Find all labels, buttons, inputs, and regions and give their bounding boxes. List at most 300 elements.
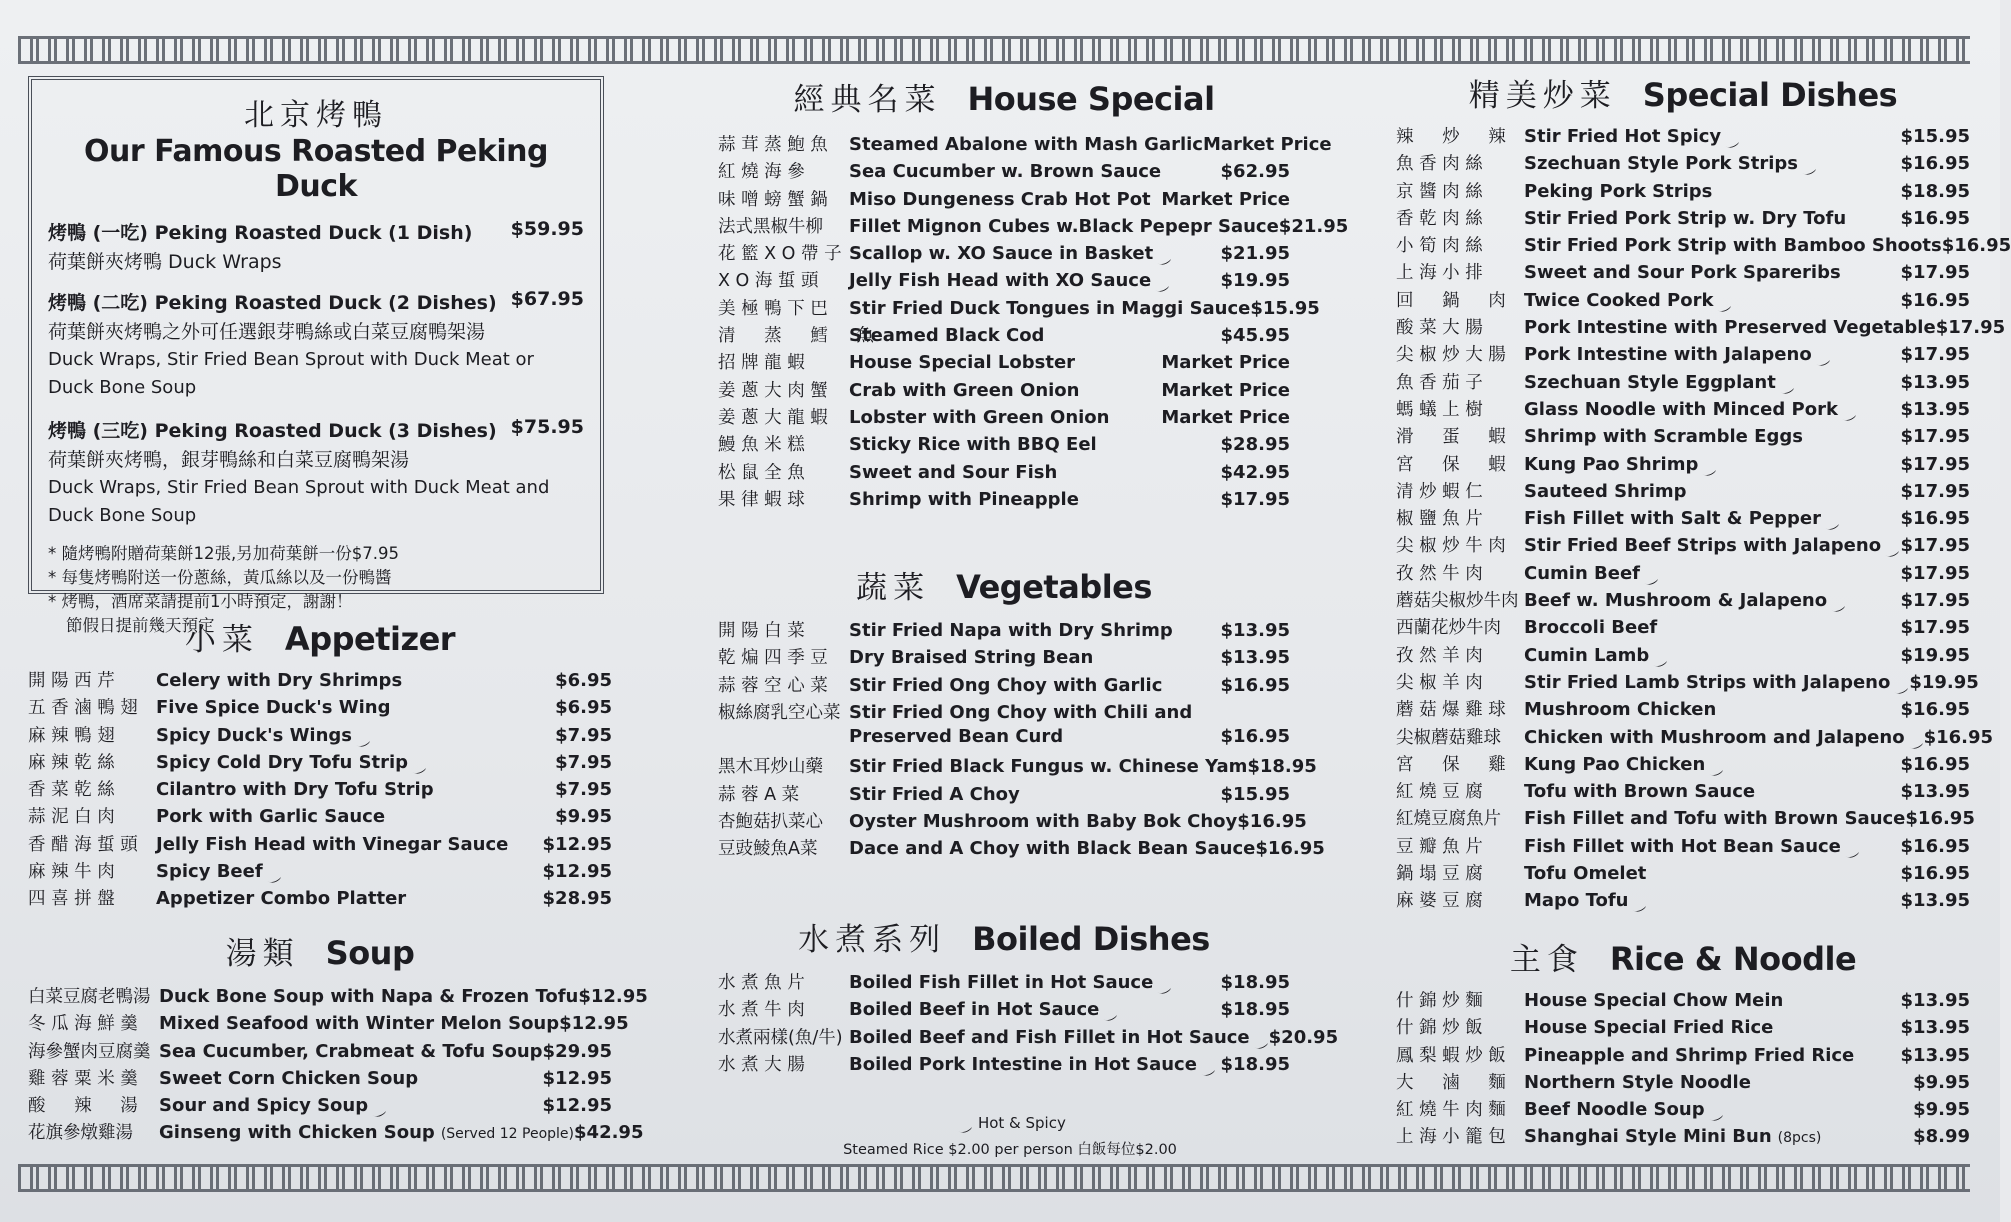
menu-item-en-text: Pineapple and Shrimp Fried Rice: [1524, 1044, 1855, 1066]
menu-item-en-text: Tofu with Brown Sauce: [1524, 781, 1756, 803]
menu-item-en-text: Dace and A Choy with Black Bean Sauce: [849, 838, 1256, 860]
menu-item-en-text: Five Spice Duck's Wing: [156, 697, 391, 719]
vegetables-section: [718, 562, 1325, 863]
house-special-section: [718, 74, 1349, 513]
menu-item-cn: 開 陽 白 菜: [718, 621, 805, 641]
menu-item-en-text: Sweet and Sour Fish: [849, 461, 1058, 483]
menu-item-en-text: Sticky Rice with BBQ Eel: [849, 434, 1097, 456]
rice-note: Steamed Rice $2.00 per person 白飯每位$2.00: [843, 1142, 1177, 1158]
chili-pepper-icon: [1815, 351, 1831, 359]
menu-item-en: [1518, 1099, 1913, 1120]
menu-item-cn: 大 滷 麵: [1396, 1072, 1506, 1093]
menu-item-en: [843, 1027, 1269, 1048]
menu-item: [28, 1065, 612, 1092]
menu-item-en-text: Duck Bone Soup with Napa & Frozen Tofu: [159, 986, 579, 1007]
menu-item-en: [843, 999, 1221, 1020]
menu-item-price: $29.95: [542, 1040, 613, 1062]
menu-item-en-text: Pork Intestine with Preserved Vegetable: [1524, 317, 1936, 339]
menu-item-en: [843, 161, 1221, 182]
menu-item-cn: 姜 蔥 大 龍 蝦: [718, 407, 828, 428]
menu-item-en-text: Cumin Lamb: [1524, 644, 1650, 666]
menu-item: [1396, 669, 1979, 696]
special-dishes-heading: [1396, 70, 1970, 115]
menu-item-cn: 尖 椒 羊 肉: [1396, 672, 1483, 693]
menu-item-en: [150, 861, 543, 882]
menu-item-en: [153, 1041, 543, 1062]
menu-item-price: $16.95: [1941, 235, 2011, 257]
menu-item: [718, 1024, 1339, 1051]
menu-item-price: $17.95: [1900, 453, 1970, 475]
menu-item-price: $16.95: [1905, 808, 1975, 830]
menu-item-cn: 蒜 蓉 A 菜: [718, 784, 800, 805]
menu-item-cn: 孜 然 牛 肉: [1396, 563, 1483, 584]
menu-item-en: [150, 752, 555, 773]
menu-item-cn: 水 煮 魚 片: [718, 973, 805, 993]
menu-item-en-text: Boiled Fish Fillet in Hot Sauce: [849, 972, 1154, 993]
menu-item-en-text: Stir Fried A Choy: [849, 783, 1020, 805]
chili-pepper-icon: [1200, 1061, 1216, 1069]
menu-item-cn: 回 鍋 肉: [1396, 290, 1506, 311]
menu-item: [28, 885, 612, 912]
chili-pepper-icon: [1708, 761, 1724, 769]
menu-item-en: [843, 134, 1203, 155]
chili-pepper-icon: [1844, 843, 1860, 851]
menu-item: [1396, 887, 1970, 914]
duck-note: * 烤鴨，酒席菜請提前1小時預定，謝謝！: [48, 592, 353, 611]
menu-item-price: $16.95: [1900, 508, 1970, 530]
menu-item-en-text: Mapo Tofu: [1524, 890, 1629, 912]
menu-item-en-text: Stir Fried Hot Spicy: [1524, 126, 1722, 147]
menu-item-en: [150, 779, 555, 800]
menu-item-price: $28.95: [1220, 434, 1290, 456]
menu-item: [1396, 642, 1970, 669]
chili-pepper-icon: [1824, 515, 1840, 523]
menu-item: [1396, 314, 2006, 341]
menu-item-price: $16.95: [1900, 863, 1970, 885]
menu-item: [1396, 614, 1970, 641]
menu-item: [1396, 423, 1970, 450]
menu-item-en: [1518, 535, 1901, 556]
chili-pepper-icon: [266, 868, 282, 876]
chili-pepper-icon: [957, 1120, 973, 1128]
menu-item: [1396, 232, 2011, 259]
rice-noodle-section: [1396, 934, 1970, 1151]
menu-item-en: [150, 697, 555, 718]
menu-item-price: $7.95: [555, 751, 612, 773]
menu-item-en-text: Boiled Pork Intestine in Hot Sauce: [849, 1053, 1197, 1075]
menu-item-price: $45.95: [1220, 325, 1290, 347]
menu-item-price: $16.95: [1220, 674, 1290, 696]
menu-item-cn: 上 海 小 排: [1396, 263, 1483, 284]
menu-item: [718, 186, 1290, 213]
menu-item-en: [1518, 181, 1901, 202]
menu-item: [28, 1119, 644, 1146]
menu-item: [1396, 532, 1970, 559]
menu-item-price: $13.95: [1220, 620, 1290, 641]
menu-item-en: [1518, 344, 1901, 365]
menu-item-en: [843, 838, 1255, 859]
menu-item: [28, 1038, 612, 1065]
duck-note: * 隨烤鴨附贈荷葉餅12張,另加荷葉餅一份$7.95: [48, 544, 399, 563]
menu-item-cn: 鰻 魚 米 糕: [718, 435, 805, 456]
menu-item-en: [843, 811, 1237, 832]
duck-option-price: $75.95: [510, 416, 584, 438]
menu-item-price: Market Price: [1161, 379, 1290, 401]
menu-item-en: [1518, 508, 1901, 529]
menu-item: [1396, 833, 1970, 860]
menu-item-en-text: Spicy Beef: [156, 861, 263, 883]
menu-item: [1396, 778, 1970, 805]
menu-item-cn: 香 乾 肉 絲: [1396, 208, 1483, 229]
menu-item-en-text: Stir Fried Ong Choy with Chili and: [849, 701, 1193, 723]
menu-item-en-text: Broccoli Beef: [1524, 617, 1658, 639]
chili-pepper-icon: [1156, 979, 1172, 987]
menu-item-cn: 蒜 蓉 空 心 菜: [718, 675, 828, 696]
menu-item-en: [1518, 836, 1901, 857]
menu-item-cn: 孜 然 羊 肉: [1396, 645, 1483, 666]
menu-item-en-text: Sauteed Shrimp: [1524, 480, 1687, 502]
chili-pepper-icon: [1631, 897, 1647, 905]
menu-item-cn: 麻 辣 鴨 翅: [28, 725, 115, 746]
menu-item-en: [150, 834, 543, 855]
menu-item-price: $16.95: [1900, 835, 1970, 857]
menu-item-en: [1518, 454, 1901, 475]
menu-item-en: [843, 325, 1221, 346]
menu-item-en: [150, 888, 543, 909]
duck-option-title: 烤鴨 (一吃) Peking Roasted Duck (1 Dish): [48, 222, 473, 244]
menu-item-en-text: Beef w. Mushroom & Jalapeno: [1524, 590, 1828, 612]
menu-item-cn: 麻 辣 乾 絲: [28, 752, 115, 773]
chili-pepper-icon: [1652, 652, 1668, 660]
menu-item-cn: 麻 辣 牛 肉: [28, 862, 115, 883]
menu-item: [718, 486, 1290, 513]
menu-item-en-text: Mushroom Chicken: [1524, 699, 1717, 721]
duck-en-title: Our Famous Roasted Peking Duck: [84, 134, 548, 204]
menu-item: [718, 295, 1320, 322]
menu-item: [718, 969, 1290, 996]
menu-item-en-text: Northern Style Noodle: [1524, 1071, 1751, 1093]
menu-item-en-text: Cilantro with Dry Tofu Strip: [156, 779, 434, 801]
menu-item-en: [843, 675, 1221, 696]
menu-item-en-text: Fish Fillet with Salt & Pepper: [1524, 508, 1821, 530]
menu-item-en: [1518, 590, 1901, 611]
menu-item-price: $17.95: [1900, 535, 1970, 557]
menu-item: [718, 267, 1290, 294]
menu-item-price: $6.95: [555, 670, 612, 691]
menu-item-cn: 美 極 鴨 下 巴: [718, 298, 828, 319]
menu-item-en-text: Ginseng with Chicken Soup: [159, 1122, 435, 1144]
menu-item: [1396, 696, 1970, 723]
menu-item-en-text: Sweet Corn Chicken Soup: [159, 1067, 419, 1089]
menu-item-en: [1518, 235, 1942, 256]
menu-item-en-text: Miso Dungeness Crab Hot Pot: [849, 188, 1151, 210]
menu-item-en-text: Fish Fillet and Tofu with Brown Sauce: [1524, 808, 1906, 830]
menu-item-en-text: Jelly Fish Head with XO Sauce: [849, 270, 1152, 292]
menu-item-cn: 花 籃 X O 帶 子: [718, 244, 842, 265]
menu-item-price: Market Price: [1161, 352, 1290, 374]
menu-item-cn: 果 律 蝦 球: [718, 489, 805, 510]
special-dishes-section: [1396, 70, 2011, 915]
menu-item: [1396, 805, 1975, 832]
boiled-section: [718, 914, 1339, 1078]
menu-item: [1396, 396, 1970, 423]
menu-item-en: [843, 726, 1221, 747]
menu-item-en-text: Twice Cooked Pork: [1524, 289, 1714, 311]
menu-item: [718, 781, 1290, 808]
rice-noodle-en-title: Rice & Noodle: [1609, 940, 1857, 978]
menu-item-price: $16.95: [1237, 811, 1307, 833]
vegetables-heading: [718, 562, 1290, 607]
menu-item-cn: 魚 香 茄 子: [1396, 372, 1483, 393]
menu-item-price: $12.95: [578, 986, 648, 1007]
menu-item-cn: 法式黑椒牛柳: [718, 216, 823, 237]
menu-item-cn: 尖 椒 炒 大 腸: [1396, 345, 1506, 366]
menu-item-cn: 味 噌 螃 蟹 鍋: [718, 189, 828, 210]
menu-item-en-text: Crab with Green Onion: [849, 379, 1080, 401]
boiled-cn-title: 水煮系列: [798, 922, 947, 958]
menu-item: [718, 726, 1290, 753]
menu-item-cn: 京 醬 肉 絲: [1396, 181, 1483, 202]
menu-item-en: [153, 1068, 543, 1089]
duck-option-price: $67.95: [510, 288, 584, 310]
menu-item-en: [1518, 863, 1901, 884]
menu-item-cn: 鳳 梨 蝦 炒 飯: [1396, 1045, 1506, 1066]
duck-option-cn: 荷葉餅夾烤鴨 Duck Wraps: [48, 251, 282, 273]
menu-item-price: $21.95: [1278, 215, 1349, 237]
menu-item-cn: 海參蟹肉豆腐羹: [28, 1041, 151, 1062]
menu-item-cn: 宮 保 蝦: [1396, 454, 1506, 475]
soup-heading: [28, 928, 612, 973]
menu-item-en-text: Preserved Bean Curd: [849, 726, 1064, 748]
menu-item-cn: 辣 炒 辣: [1396, 127, 1506, 147]
duck-option-en: Duck Wraps, Stir Fried Bean Sprout with Duck Meat or Duck Bone Soup: [48, 349, 534, 398]
menu-item-en: [1518, 645, 1901, 666]
menu-item: [718, 377, 1290, 404]
menu-item-cn: 紅燒豆腐魚片: [1396, 809, 1501, 830]
menu-item-price: $13.95: [1900, 990, 1970, 1011]
menu-item-en: [843, 462, 1221, 483]
menu-item-price: Market Price: [1161, 406, 1290, 428]
menu-item-price: $16.95: [1220, 726, 1290, 748]
menu-item-en: [1518, 481, 1901, 502]
menu-item: [28, 803, 612, 830]
menu-item-price: $7.95: [555, 779, 612, 801]
menu-item-cn: 豆 瓣 魚 片: [1396, 836, 1483, 857]
menu-item-en-text: Kung Pao Chicken: [1524, 753, 1706, 775]
menu-item: [1396, 341, 1970, 368]
menu-item-en: [843, 756, 1247, 777]
menu-item-en: [843, 620, 1221, 641]
menu-item-price: $28.95: [542, 888, 612, 910]
menu-item-price: $16.95: [1900, 153, 1970, 175]
menu-item-en: [1518, 426, 1901, 447]
menu-item-en: [843, 434, 1221, 455]
duck-note: * 每隻烤鴨附送一份蔥絲，黃瓜絲以及一份鴨醬: [48, 568, 392, 587]
menu-item-price: $13.95: [1900, 1044, 1970, 1066]
menu-item-en-text: Celery with Dry Shrimps: [156, 670, 403, 691]
menu-item: [718, 131, 1332, 158]
vegetables-cn-title: 蔬菜: [856, 570, 931, 606]
menu-item: [718, 753, 1317, 780]
menu-item-en-text: House Special Lobster: [849, 352, 1076, 374]
menu-item-price: $19.95: [1900, 644, 1970, 666]
menu-item-en: [1518, 372, 1901, 393]
menu-item-price: $15.95: [1250, 297, 1320, 319]
menu-item-en: [150, 670, 555, 691]
menu-item-price: $16.95: [1900, 753, 1970, 775]
duck-items: [48, 218, 584, 530]
menu-item: [28, 722, 612, 749]
menu-item: [718, 672, 1290, 699]
duck-option-cn: 荷葉餅夾烤鴨之外可任選銀芽鴨絲或白菜豆腐鴨架湯: [48, 321, 486, 343]
duck-option: [48, 416, 584, 530]
menu-item-en-text: Cumin Beef: [1524, 562, 1640, 584]
menu-item-en-text: Pork Intestine with Jalapeno: [1524, 344, 1812, 366]
menu-item: [1396, 369, 1970, 396]
chili-pepper-icon: [1841, 406, 1857, 414]
menu-item-cn: 酸 辣 湯: [28, 1096, 138, 1117]
top-fret-border: [18, 36, 1970, 64]
menu-item-cn: 水煮兩樣(魚/牛): [718, 1027, 843, 1048]
chili-pepper-icon: [411, 759, 427, 767]
house-special-heading: [718, 74, 1290, 119]
menu-item: [1396, 560, 1970, 587]
duck-option: [48, 218, 584, 274]
menu-item-price: $19.95: [1220, 270, 1290, 292]
menu-item-en: [1518, 617, 1901, 638]
menu-item-cn: 螞 蟻 上 樹: [1396, 399, 1483, 420]
menu-item: [1396, 259, 1970, 286]
menu-item-cn: 四 喜 拼 盤: [28, 889, 115, 910]
menu-item-cn: 西蘭花炒牛肉: [1396, 618, 1501, 639]
menu-item-price: Market Price: [1202, 134, 1332, 155]
rice-noodle-heading: [1396, 934, 1970, 979]
menu-item-en: [843, 1054, 1221, 1075]
chili-pepper-icon: [1893, 679, 1909, 687]
menu-item-en: [843, 702, 1290, 723]
menu-item-en-text: Shanghai Style Mini Bun: [1524, 1126, 1772, 1148]
soup-cn-title: 湯類: [225, 936, 300, 972]
menu-item-en-text: Szechuan Style Eggplant: [1524, 371, 1776, 393]
duck-option-title-row: [48, 218, 584, 245]
special-dishes-en-title: Special Dishes: [1642, 76, 1898, 114]
chili-pepper-icon: [1801, 160, 1817, 168]
menu-item-en: [1518, 153, 1901, 174]
menu-item-en-text: Shrimp with Pineapple: [849, 488, 1079, 510]
chili-pepper-icon: [1908, 734, 1924, 742]
menu-item-price: $6.95: [555, 697, 612, 719]
menu-item: [718, 404, 1290, 431]
menu-item-en: [843, 407, 1161, 428]
menu-item-en-text: Fish Fillet with Hot Bean Sauce: [1524, 835, 1841, 857]
menu-item-en: [1518, 1045, 1901, 1066]
menu-item-en: [153, 1122, 574, 1143]
chili-pepper-icon: [1716, 297, 1732, 305]
menu-item-price: Market Price: [1161, 188, 1290, 210]
menu-item-en-text: Spicy Duck's Wings: [156, 724, 353, 746]
bottom-fret-border: [18, 1164, 1970, 1192]
menu-item: [1396, 587, 1970, 614]
menu-item: [718, 1051, 1290, 1078]
menu-item-en: [1518, 208, 1901, 229]
special-dishes-cn-title: 精美炒菜: [1468, 78, 1617, 114]
menu-item-en-text: Spicy Cold Dry Tofu Strip: [156, 751, 409, 773]
menu-item-en: [843, 216, 1279, 237]
menu-item: [1396, 1069, 1970, 1096]
menu-item-en-text: Steamed Abalone with Mash Garlic: [849, 134, 1203, 155]
boiled-en-title: Boiled Dishes: [972, 920, 1210, 958]
menu-item-en-text: Tofu Omelet: [1524, 863, 1647, 885]
menu-item: [1396, 150, 1970, 177]
menu-item-cn: 香 菜 乾 絲: [28, 780, 115, 801]
menu-item-en: [843, 243, 1221, 264]
menu-item-price: $9.95: [1913, 1099, 1970, 1121]
menu-item-en-text: House Special Fried Rice: [1524, 1017, 1774, 1039]
menu-item-en-text: Stir Fried Black Fungus w. Chinese Yam: [849, 756, 1248, 778]
duck-option-title: 烤鴨 (三吃) Peking Roasted Duck (3 Dishes): [48, 420, 497, 442]
menu-item-price: $13.95: [1220, 647, 1290, 669]
menu-item-price: $12.95: [542, 861, 612, 883]
menu-item-en-text: Jelly Fish Head with Vinegar Sauce: [156, 833, 509, 855]
menu-item-cn: 紅 燒 海 參: [718, 162, 805, 183]
menu-item-price: $42.95: [574, 1122, 644, 1144]
menu-item-en: [843, 189, 1161, 210]
menu-item-note: (8pcs): [1777, 1130, 1822, 1147]
menu-item-cn: 蘑 菇 爆 雞 球: [1396, 700, 1506, 721]
menu-item-price: $19.95: [1909, 671, 1979, 693]
peking-duck-box: [28, 76, 604, 635]
menu-item-en: [1518, 808, 1905, 829]
menu-item-cn: 冬 瓜 海 鮮 羹: [28, 1014, 138, 1035]
hot-spicy-legend: [820, 1114, 1200, 1132]
duck-option-en: Duck Wraps, Stir Fried Bean Sprout with Duck Meat and Duck Bone Soup: [48, 477, 550, 526]
duck-option-title-row: [48, 288, 584, 315]
menu-item: [28, 667, 612, 694]
chili-pepper-icon: [1830, 597, 1846, 605]
duck-option-title: 烤鴨 (二吃) Peking Roasted Duck (2 Dishes): [48, 292, 497, 314]
menu-item-en-text: House Special Chow Mein: [1524, 990, 1784, 1011]
menu-item: [718, 644, 1290, 671]
menu-item-en-text: Glass Noodle with Minced Pork: [1524, 398, 1838, 420]
house-special-cn-title: 經典名菜: [793, 82, 942, 118]
menu-item-price: $17.95: [1900, 480, 1970, 502]
menu-item-cn: 蒜 茸 蒸 鮑 魚: [718, 135, 828, 155]
menu-item: [718, 459, 1290, 486]
menu-item-cn: 蒜 泥 白 肉: [28, 807, 115, 828]
menu-item-cn: 椒絲腐乳空心菜: [718, 702, 841, 723]
menu-item-cn: 水 煮 大 腸: [718, 1054, 805, 1075]
menu-item: [28, 1092, 612, 1119]
menu-item-price: $18.95: [1220, 999, 1290, 1021]
appetizer-cn-title: 小菜: [184, 622, 259, 658]
menu-item-en: [843, 647, 1221, 668]
menu-item: [718, 431, 1290, 458]
soup-section: [28, 928, 648, 1147]
chili-pepper-icon: [1156, 250, 1172, 258]
menu-item-price: $13.95: [1900, 398, 1970, 420]
chili-pepper-icon: [355, 732, 371, 740]
menu-item: [1396, 205, 1970, 232]
menu-item-cn: 豆豉鯪魚A菜: [718, 839, 818, 860]
menu-item: [1396, 1014, 1970, 1041]
menu-item-cn: 鍋 塌 豆 腐: [1396, 864, 1483, 885]
menu-item-en-text: Fillet Mignon Cubes w.Black Pepepr Sauce: [849, 215, 1279, 237]
menu-item-en: [1518, 1126, 1913, 1147]
menu-item-price: $15.95: [1900, 126, 1970, 147]
menu-item-price: $15.95: [1220, 783, 1290, 805]
menu-item-en: [150, 806, 555, 827]
menu-item-en: [1518, 317, 1936, 338]
